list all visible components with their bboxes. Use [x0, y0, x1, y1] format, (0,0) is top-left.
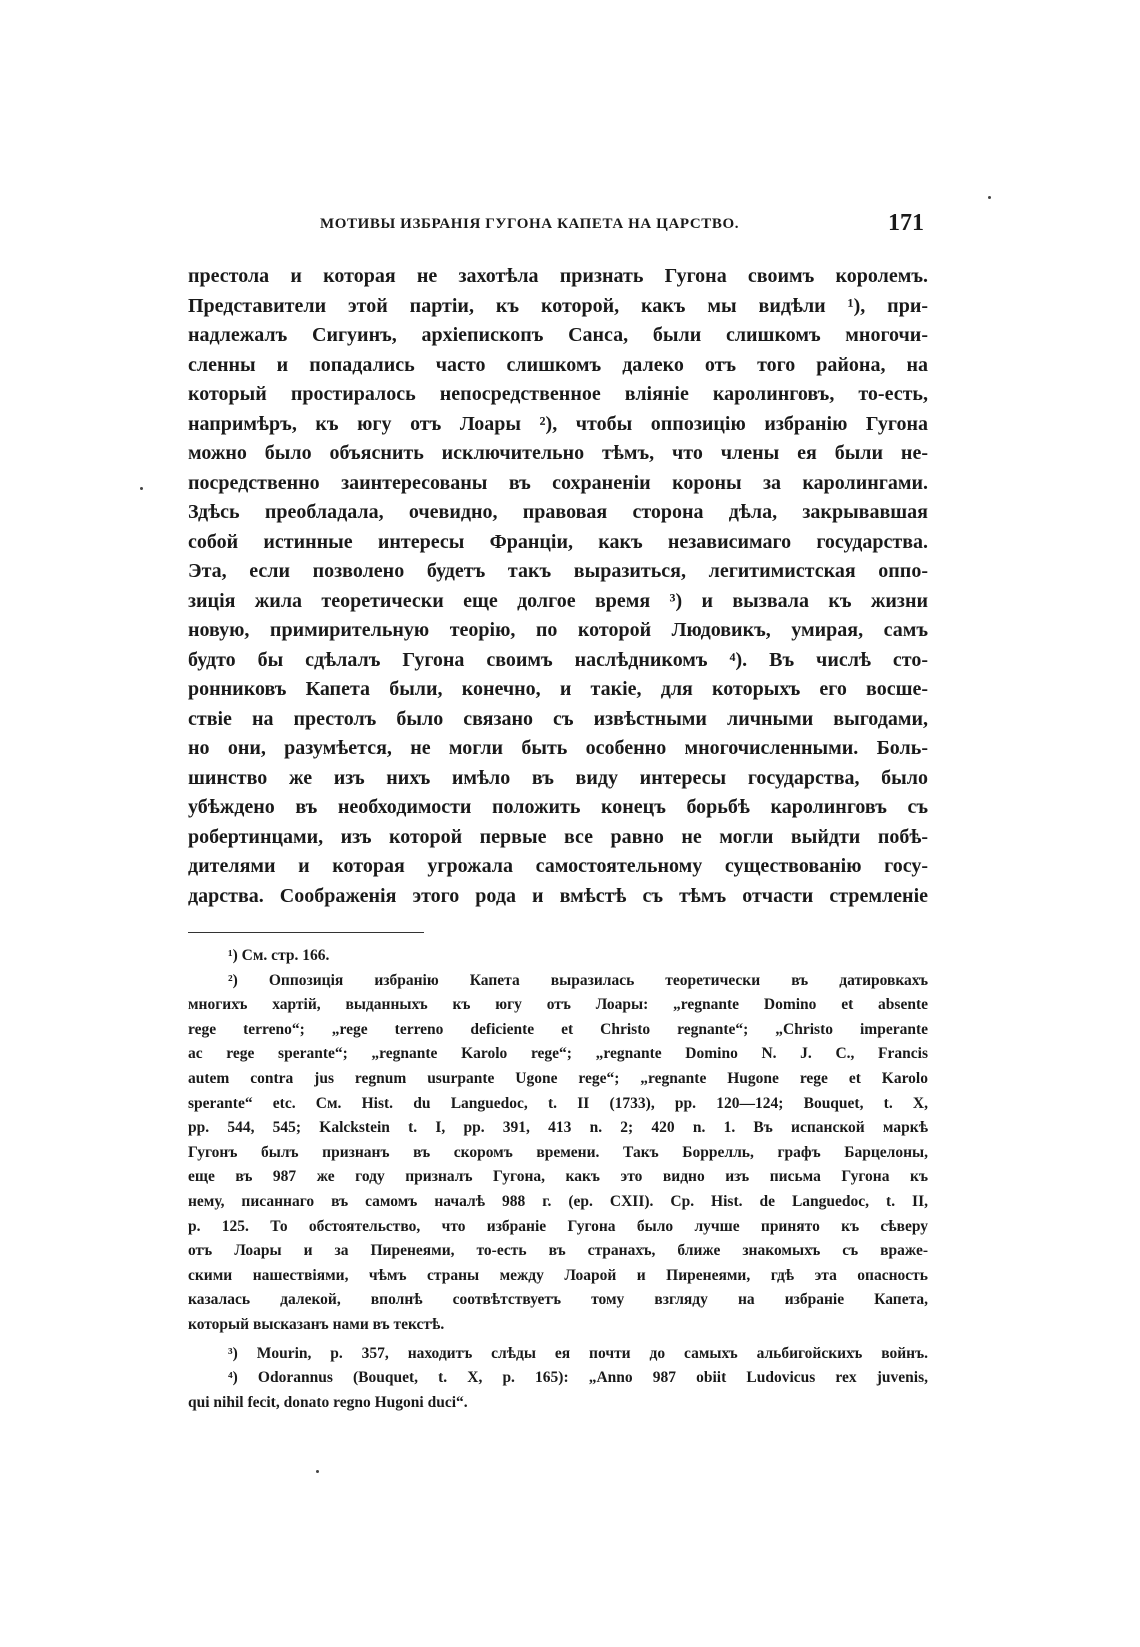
- footnote-2-line: ²) Оппозиція избранію Капета выразилась теоретически въ датировкахъ: [228, 971, 928, 989]
- footnote-2-line: многихъ хартій, выданныхъ къ югу отъ Лоары: „regnante Domino et absente: [188, 996, 928, 1014]
- text-line: но они, разумѣется, не могли быть особенно многочисленными. Боль-: [188, 737, 928, 759]
- footnote-2-line: pp. 544, 545; Kalckstein t. I, pp. 391, 413 n. 2; 420 n. 1. Въ испанской маркѣ: [188, 1119, 928, 1137]
- paper-speck: [988, 196, 991, 199]
- footnote-2-line: autem contra jus regnum usurpante Ugone rege“; „regnante Hugone rege et Karolo: [188, 1069, 928, 1087]
- footnote-2-line: еще въ 987 же году призналъ Гугона, какъ это видно изъ письма Гугона къ: [188, 1168, 928, 1186]
- page-number: 171: [888, 210, 924, 236]
- footnote-2-line: отъ Лоары и за Пиренеями, то-есть въ странахъ, ближе знакомыхъ съ враже-: [188, 1242, 928, 1260]
- text-line: сленны и попадались часто слишкомъ далеко отъ того района, на: [188, 353, 928, 376]
- text-line: который простиралось непосредственное вліяніе каролинговъ, то-есть,: [188, 383, 928, 405]
- text-line: зиція жила теоретически еще долгое время ³) и вызвала къ жизни: [188, 589, 928, 612]
- text-line: можно было объяснить исключительно тѣмъ, что члены ея были не-: [188, 442, 928, 464]
- text-line: надлежалъ Сигуинъ, архіепископъ Санса, были слишкомъ многочи-: [188, 324, 928, 346]
- text-line: ствіе на престолъ было связано съ извѣстными личными выгодами,: [188, 707, 928, 730]
- text-line: собой истинные интересы Франціи, какъ независимаго государства.: [188, 530, 928, 553]
- text-line: робертинцами, изъ которой первые все равно не могли выйдти побѣ-: [188, 825, 928, 848]
- text-line: престола и которая не захотѣла признать Гугона своимъ королемъ.: [188, 265, 928, 287]
- main-text: [188, 262, 928, 911]
- footnote-2-line: sperante“ etc. См. Hist. du Languedoc, t. II (1733), pp. 120—124; Bouquet, t. X,: [188, 1094, 928, 1112]
- running-head: МОТИВЫ ИЗБРАНІЯ ГУГОНА КАПЕТА НА ЦАРСТВО.: [320, 216, 740, 232]
- text-line: дарства. Соображенія этого рода и вмѣстѣ съ тѣмъ отчасти стремленіе: [188, 884, 928, 907]
- text-line: новую, примирительную теорію, по которой Людовикъ, умирая, самъ: [188, 619, 928, 641]
- footnote-divider: [188, 932, 424, 933]
- footnote-2-line: Гугонъ былъ признанъ въ скоромъ времени. Такъ Боррелль, графъ Барцелоны,: [188, 1143, 928, 1161]
- text-line: Здѣсь преобладала, очевидно, правовая сторона дѣла, закрывавшая: [188, 501, 928, 523]
- footnote-2-line: rege terreno“; „rege terreno deficiente et Christo regnante“; „Christo imperante: [188, 1020, 928, 1038]
- footnote-2-line: нему, писаннаго въ самомъ началѣ 988 г. (ep. CXII). Ср. Hist. de Languedoc, t. II,: [188, 1192, 928, 1210]
- footnote-3: ³) Mourin, p. 357, находитъ слѣды ея почти до самыхъ альбигойскихъ войнъ.: [228, 1344, 928, 1362]
- footnote-2-line: который высказанъ нами въ текстѣ.: [188, 1315, 445, 1333]
- text-line: Эта, если позволено будетъ такъ выразиться, легитимистская оппо-: [188, 560, 928, 582]
- text-line: убѣждено въ необходимости положить конецъ борьбѣ каролинговъ съ: [188, 796, 928, 818]
- footnote-2-line: p. 125. То обстоятельство, что избраніе Гугона было лучше принято къ сѣверу: [188, 1217, 928, 1235]
- paper-speck: [140, 487, 143, 490]
- footnote-2-line: ac rege sperante“; „regnante Karolo rege“; „regnante Domino N. J. C., Francis: [188, 1045, 928, 1063]
- text-line: будто бы сдѣлалъ Гугона своимъ наслѣдникомъ ⁴). Въ числѣ сто-: [188, 648, 928, 671]
- footnote-1: ¹) См. стр. 166.: [228, 947, 330, 964]
- paper-speck: [316, 1470, 319, 1473]
- text-line: Представители этой партіи, къ которой, какъ мы видѣли ¹), при-: [188, 294, 928, 317]
- text-line: шинство же изъ нихъ имѣло въ виду интересы государства, было: [188, 766, 928, 789]
- footnote-4-line: ⁴) Odorannus (Bouquet, t. X, p. 165): „Anno 987 obiit Ludovicus rex juvenis,: [228, 1369, 928, 1387]
- text-line: дителями и которая угрожала самостоятельному существованію госу-: [188, 855, 928, 877]
- text-line: ронниковъ Капета были, конечно, и такіе, для которыхъ его восше-: [188, 678, 928, 700]
- footnote-4-line: qui nihil fecit, donato regno Hugoni duci“.: [188, 1393, 468, 1411]
- footnotes: [188, 944, 928, 1415]
- text-line: напримѣръ, къ югу отъ Лоары ²), чтобы оппозицію избранію Гугона: [188, 412, 928, 435]
- text-line: посредственно заинтересованы въ сохраненіи короны за каролингами.: [188, 471, 928, 494]
- footnote-2-line: скими нашествіями, чѣмъ страны между Лоарой и Пиренеями, гдѣ эта опасность: [188, 1266, 928, 1284]
- footnote-2-line: казалась далекой, вполнѣ соотвѣтствуетъ тому взгляду на избраніе Капета,: [188, 1291, 928, 1309]
- page-header: [188, 210, 948, 244]
